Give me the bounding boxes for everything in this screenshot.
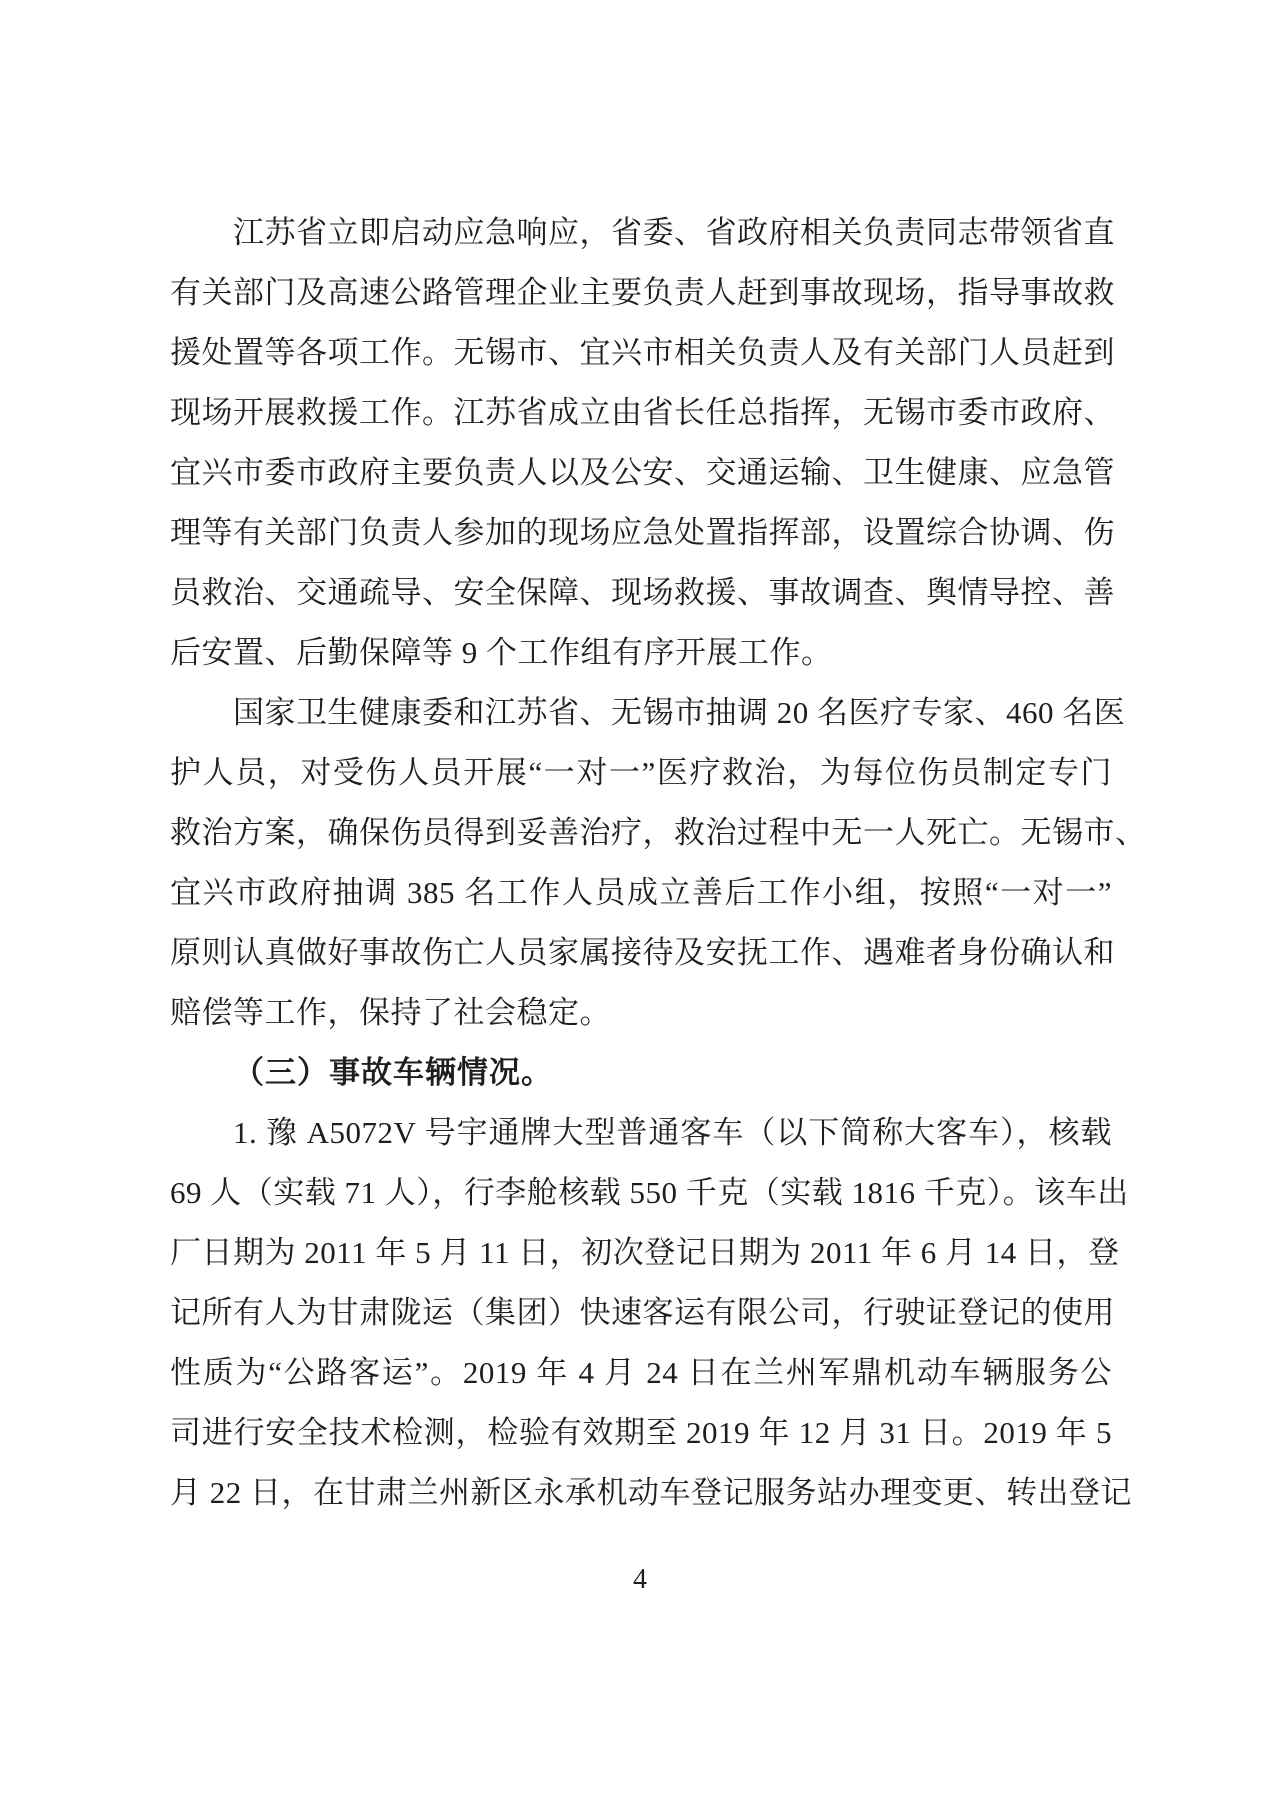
text-line: 有关部门及高速公路管理企业主要负责人赶到事故现场，指导事故救 — [170, 275, 1115, 310]
text-line: 月 22 日，在甘肃兰州新区永承机动车登记服务站办理变更、转出登记 — [170, 1475, 1132, 1510]
document-body — [170, 203, 1147, 1523]
text-line: 护人员，对受伤人员开展“一对一”医疗救治，为每位伤员制定专门 — [170, 755, 1112, 790]
text-line: 救治方案，确保伤员得到妥善治疗，救治过程中无一人死亡。无锡市、 — [170, 815, 1147, 850]
text-line: 司进行安全技术检测，检验有效期至 2019 年 12 月 31 日。2019 年 5 — [170, 1415, 1112, 1450]
text-line: 国家卫生健康委和江苏省、无锡市抽调 20 名医疗专家、460 名医 — [233, 695, 1126, 730]
text-line: 性质为“公路客运”。2019 年 4 月 24 日在兰州军鼎机动车辆服务公 — [170, 1355, 1112, 1390]
text-line: 现场开展救援工作。江苏省成立由省长任总指挥，无锡市委市政府、 — [170, 395, 1115, 430]
text-line: 后安置、后勤保障等 9 个工作组有序开展工作。 — [170, 635, 833, 670]
text-line: 赔偿等工作，保持了社会稳定。 — [170, 995, 611, 1030]
text-line: 原则认真做好事故伤亡人员家属接待及安抚工作、遇难者身份确认和 — [170, 935, 1115, 970]
text-line: 1. 豫 A5072V 号宇通牌大型普通客车（以下简称大客车），核载 — [233, 1115, 1112, 1150]
text-line: 记所有人为甘肃陇运（集团）快速客运有限公司，行驶证登记的使用 — [170, 1295, 1115, 1330]
text-line: 宜兴市政府抽调 385 名工作人员成立善后工作小组，按照“一对一” — [170, 875, 1112, 910]
text-line: 江苏省立即启动应急响应，省委、省政府相关负责同志带领省直 — [233, 215, 1115, 250]
text-line: 宜兴市委市政府主要负责人以及公安、交通运输、卫生健康、应急管 — [170, 455, 1115, 490]
section-heading: （三）事故车辆情况。 — [233, 1055, 553, 1090]
text-line: 理等有关部门负责人参加的现场应急处置指挥部，设置综合协调、伤 — [170, 515, 1115, 550]
page-number: 4 — [633, 1564, 647, 1595]
text-line: 援处置等各项工作。无锡市、宜兴市相关负责人及有关部门人员赶到 — [170, 335, 1115, 370]
text-line: 厂日期为 2011 年 5 月 11 日，初次登记日期为 2011 年 6 月 14 日，登 — [170, 1235, 1120, 1270]
text-line: 69 人（实载 71 人），行李舱核载 550 千克（实载 1816 千克）。该车出 — [170, 1175, 1129, 1210]
text-line: 员救治、交通疏导、安全保障、现场救援、事故调查、舆情导控、善 — [170, 575, 1115, 610]
